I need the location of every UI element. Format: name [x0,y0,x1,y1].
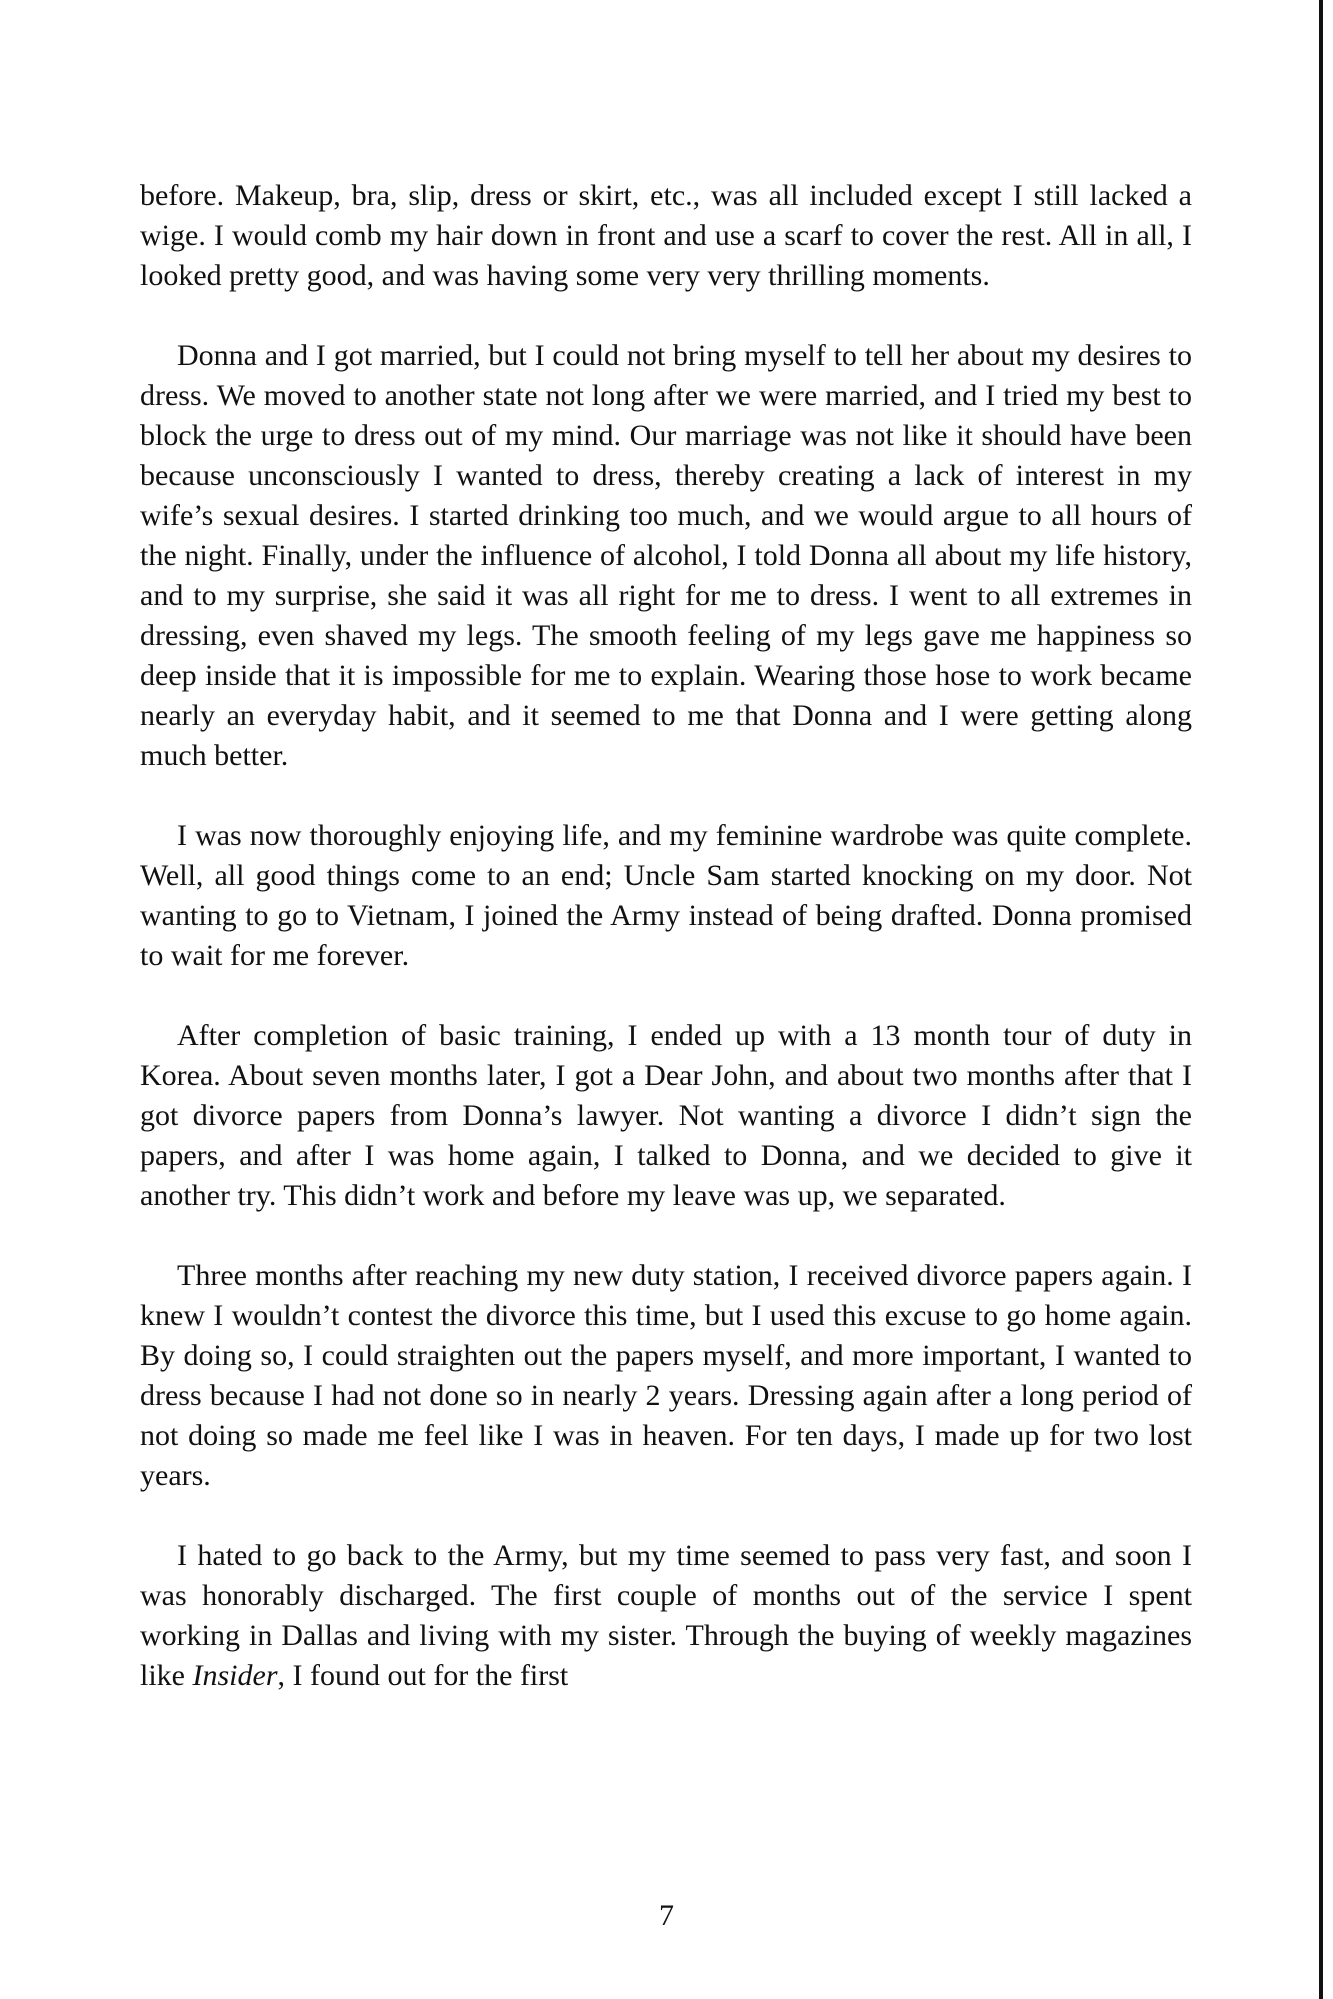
paragraph-3: I was now thoroughly enjoying life, and my feminine wardrobe was quite complete. Well, all good things come to an end; Uncle Sam started knocking on my door. Not wanting to go to Vietnam, I joined the Army instead of being drafted. Donna promised to wait for me forever. [140,819,1192,972]
page-number: 7 [659,1899,674,1932]
magazine-title: Insider [192,1659,278,1692]
paragraph-6 [140,1536,1192,1696]
paragraph-5: Three months after reaching my new duty station, I received divorce papers again. I knew I wouldn’t contest the divorce this time, but I used this excuse to go home again. By doing so, I could straighten out the papers myself, and more important, I wanted to dress because I had not done so in nearly 2 years. Dressing again after a long period of not doing so made me feel like I was in heaven. For ten days, I made up for two lost years. [140,1259,1192,1492]
body-text [140,176,1192,1696]
paragraph-2: Donna and I got married, but I could not bring myself to tell her about my desires to dress. We moved to another state not long after we were married, and I tried my best to block the urge to dress out of my mind. Our marriage was not like it should have been because unconsciously I wanted to dress, thereby creating a lack of interest in my wife’s sexual desires. I started drinking too much, and we would argue to all hours of the night. Finally, under the influence of alcohol, I told Donna all about my life history, and to my surprise, she said it was all right for me to dress. I went to all extremes in dressing, even shaved my legs. The smooth feeling of my legs gave me happiness so deep inside that it is impossible for me to explain. Wearing those hose to work became nearly an everyday habit, and it seemed to me that Donna and I were getting along much better. [140,339,1192,772]
page-edge-line [1319,0,1323,1999]
paragraph-1: before. Makeup, bra, slip, dress or skirt, etc., was all included except I still lacked a wige. I would comb my hair down in front and use a scarf to cover the rest. All in all, I looked pretty good, and was having some very very thrilling moments. [140,179,1192,292]
paragraph-6-text-end: , I found out for the first [277,1659,569,1692]
paragraph-6-text-start: I hated to go back to the Army, but my time seemed to pass very fast, and soon I was honorably discharged. The first couple of months out of the service I spent working in Dallas and living with my sister. Through the buying of weekly magazines like [140,1539,1192,1692]
paragraph-4: After completion of basic training, I ended up with a 13 month tour of duty in Korea. About seven months later, I got a Dear John, and about two months after that I got divorce papers from Donna’s lawyer. Not wanting a divorce I didn’t sign the papers, and after I was home again, I talked to Donna, and we decided to give it another try. This didn’t work and before my leave was up, we separated. [140,1019,1192,1212]
